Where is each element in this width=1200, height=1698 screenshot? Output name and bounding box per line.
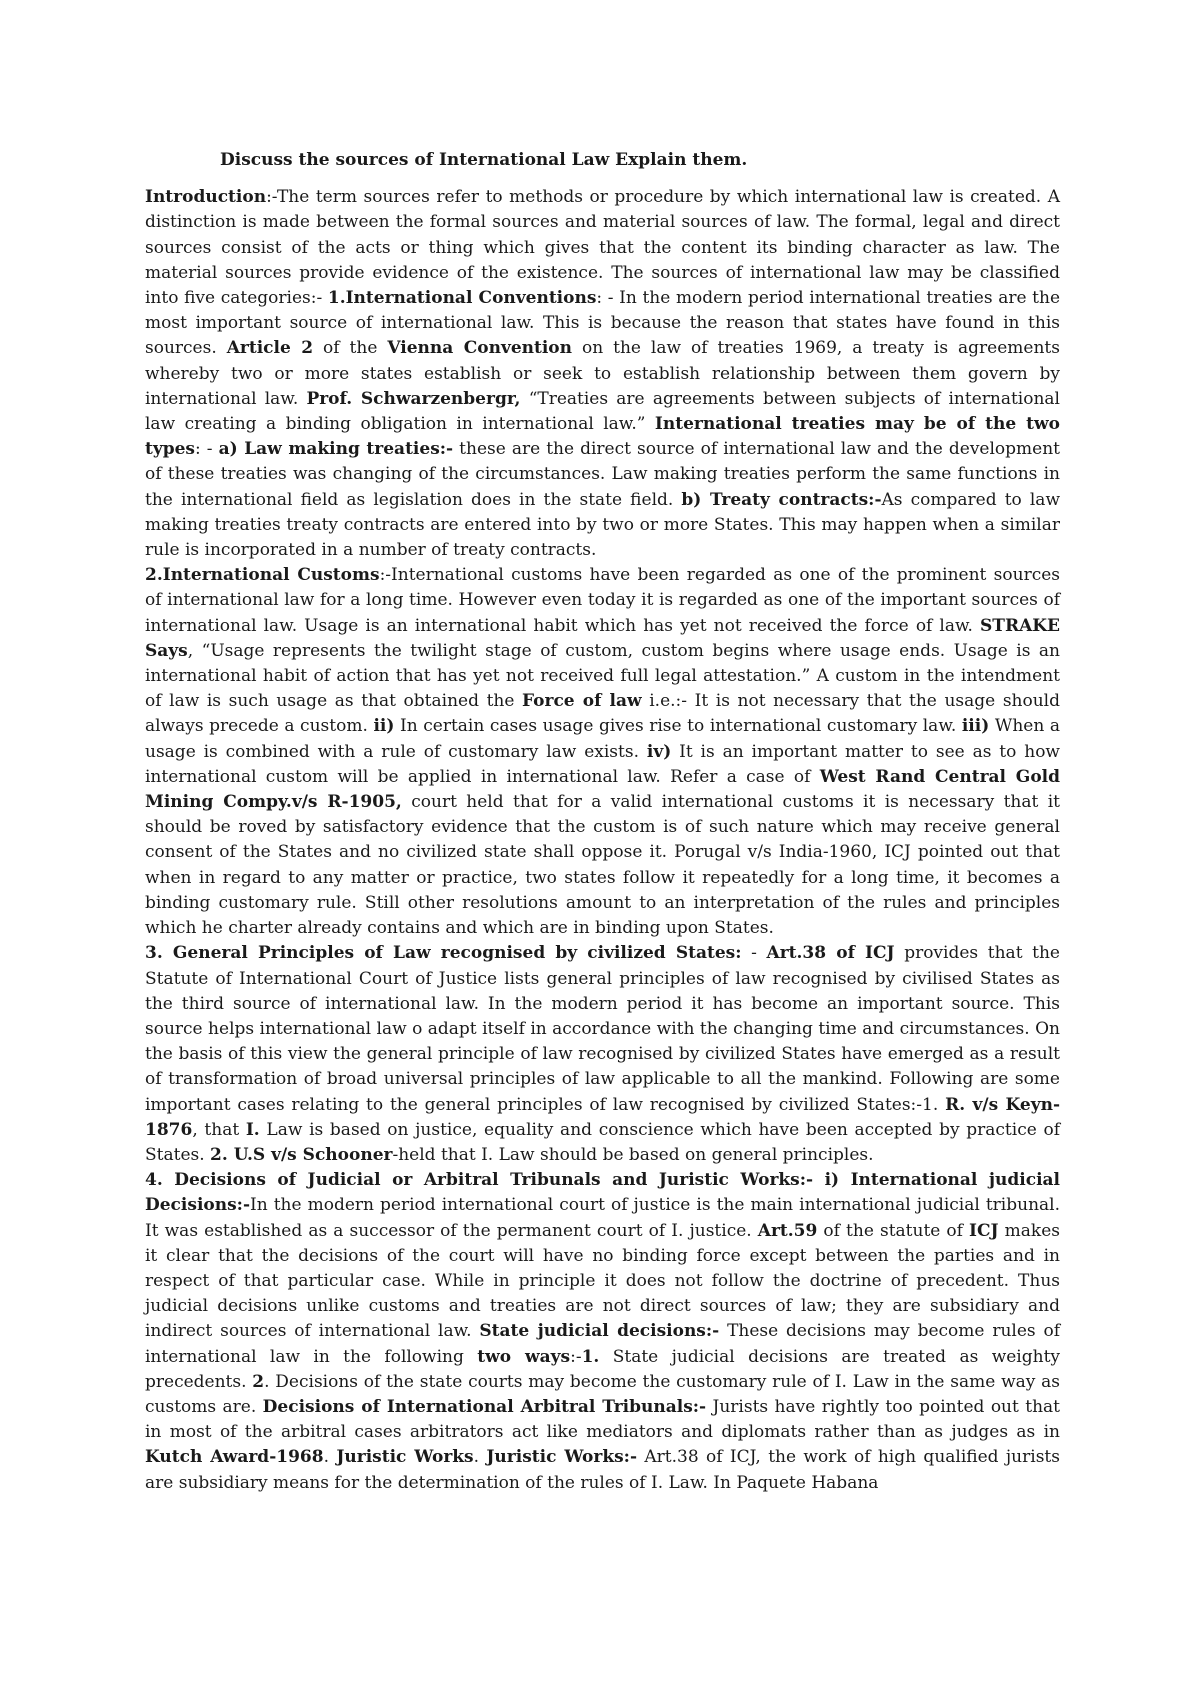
text-run: In certain cases usage gives rise to international customary law. [394, 716, 962, 737]
document-page [145, 148, 1060, 1496]
text-run: :- [570, 1346, 582, 1367]
bold-text: State judicial decisions:- [479, 1321, 720, 1342]
text-run: In the modern period international court of justice is the main international judicial tribunal. It was established as a successor of the permanent court of I. justice. [145, 1195, 1060, 1241]
text-run: these are the direct source of international law and the development of these treaties was changing of the circumstances. Law making treaties perform the same functions in the international field as legislation does in the state field. [145, 439, 1060, 510]
text-run: . [473, 1447, 487, 1468]
text-run: i.e.:- It is not necessary that the usage should always precede a custom. [145, 691, 1060, 737]
text-run: : - In the modern period international treaties are the most important source of international law. This is because the reason that states have found in this sources. [145, 288, 1060, 359]
bold-text: two ways [477, 1346, 571, 1367]
bold-text: Art.38 of ICJ [766, 943, 895, 964]
bold-text: R. v/s Keyn-1876 [145, 1094, 1060, 1140]
text-run: Law is based on justice, equality and conscience which have been accepted by practice of States. [145, 1119, 1060, 1165]
text-run: :-International customs have been regarded as one of the prominent sources of international law for a long time. However even today it is regarded as one of the important sources of international law. Usage is an international habit which has yet not received the force of law. [145, 565, 1061, 636]
bold-text: 1.International Conventions [327, 288, 597, 309]
text-run: When a usage is combined with a rule of customary law exists. [145, 716, 1060, 762]
text-run: These decisions may become rules of international law in the following [145, 1321, 1060, 1367]
paragraph [145, 185, 1060, 563]
text-run: of the statute of [817, 1220, 970, 1241]
bold-text: ii) [373, 716, 395, 737]
bold-text: STRAKE Says [145, 615, 1060, 661]
text-run: - [741, 943, 767, 964]
text-run: , that [192, 1119, 246, 1140]
bold-text: Vienna Convention [387, 338, 573, 359]
text-run: court held that for a valid international customs it is necessary that it should be roved by satisfactory evidence that the custom is of such nature which may receive general consent of the States and no civilized state shall oppose it. Porugal v/s India-1960, ICJ pointed out that when in regard to any matter or practice, two states follow it repeatedly for a long time, it becomes a binding customary rule. Still other resolutions amount to an interpretation of the rules and principles which he charter already contains and which are in binding upon States. [145, 792, 1061, 939]
bold-text: Introduction [145, 187, 267, 208]
text-run: . [323, 1447, 337, 1468]
bold-text: West Rand Central Gold Mining Compy.v/s R-1905, [145, 766, 1060, 813]
text-run: provides that the Statute of International Court of Justice lists general principles of law recognised by civilised States as the third source of international law. In the modern period it has become an important source. This source helps international law o adapt itself in accordance with the changing time and circumstances. On the basis of this view the general principle of law recognised by civilized States have emerged as a result of transformation of broad universal principles of law applicable to all the mankind. Following are some important cases relating to the general principles of law recognised by civilized States:-1. [145, 943, 1060, 1115]
document-title: Discuss the sources of International Law Explain them. [220, 150, 748, 170]
bold-text: b) Treaty contracts:- [681, 489, 882, 510]
bold-text: I. [245, 1119, 260, 1140]
bold-text: Force of law [522, 691, 642, 712]
bold-text: Kutch Award-1968 [145, 1447, 324, 1468]
bold-text: Prof. Schwarzenbergr, [306, 388, 521, 409]
bold-text: Juristic Works [336, 1447, 474, 1468]
bold-text: Juristic Works:- [486, 1447, 637, 1468]
paragraph [145, 941, 1060, 1168]
text-run: . Decisions of the state courts may become the customary rule of I. Law in the same way as customs are. [145, 1371, 1060, 1417]
bold-text: iv) [646, 741, 672, 762]
text-run: Jurists have rightly too pointed out that in most of the arbitral cases arbitrators act like mediators and diplomats rather than as judges as in [145, 1396, 1061, 1443]
text-run: makes it clear that the decisions of the court will have no binding force except between the parties and in respect of that particular case. While in principle it does not follow the doctrine of precedent. Thus judicial decisions unlike customs and treaties are not direct sources of law; they are subsidiary and indirect sources of international law. [145, 1220, 1060, 1342]
bold-text: 2. U.S v/s Schooner [210, 1144, 393, 1165]
text-run: , “Usage represents the twilight stage of custom, custom begins where usage ends. Usage is an international habit of action that has yet not received full legal attestation.” A custom in the intendment of law is such usage as that obtained the [145, 640, 1060, 712]
bold-text: ICJ [969, 1220, 999, 1241]
bold-text: Art.59 [757, 1220, 818, 1241]
bold-text: 4. Decisions of Judicial or Arbitral Tribunals and Juristic Works:- i) International judicial Decisions:- [145, 1170, 1060, 1216]
text-run: “Treaties are agreements between subjects of international law creating a binding obligation in international law.” [145, 388, 1060, 435]
text-run: on the law of treaties 1969, a treaty is agreements whereby two or more states establish or seek to establish relationship between them govern by international law. [145, 338, 1060, 409]
text-run: Art.38 of ICJ, the work of high qualified jurists are subsidiary means for the determination of the rules of I. Law. In Paquete Habana [145, 1447, 1060, 1493]
text-run: of the [313, 338, 388, 359]
document-body [145, 185, 1060, 1496]
text-run: : - [195, 439, 219, 460]
text-run: :-The term sources refer to methods or procedure by which international law is created. A distinction is made between the formal sources and material sources of law. The formal, legal and direct sources consist of the acts or thing which gives that the content its binding character as law. The material sources provide evidence of the existence. The sources of international law may be classified into five categories:- [145, 187, 1060, 309]
bold-text: Decisions of International Arbitral Tribunals:- [262, 1396, 707, 1417]
text-run: -held that I. Law should be based on general principles. [392, 1144, 874, 1165]
text-run: As compared to law making treaties treaty contracts are entered into by two or more States. This may happen when a similar rule is incorporated in a number of treaty contracts. [145, 489, 1060, 561]
bold-text: a) Law making treaties:- [218, 439, 454, 460]
bold-text: 3. General Principles of Law recognised by civilized States: [145, 943, 742, 964]
paragraph [145, 1168, 1060, 1496]
bold-text: International treaties may be of the two types [145, 414, 1060, 460]
bold-text: iii) [961, 716, 990, 737]
bold-text: Article 2 [226, 338, 314, 359]
text-run: It is an important matter to see as to how international custom will be applied in international law. Refer a case of [145, 741, 1060, 787]
text-run: State judicial decisions are treated as weighty precedents. [145, 1346, 1061, 1392]
bold-text: 1. [581, 1346, 600, 1367]
bold-text: 2.International Customs [145, 565, 380, 586]
bold-text: 2 [252, 1371, 265, 1392]
paragraph [145, 563, 1060, 941]
